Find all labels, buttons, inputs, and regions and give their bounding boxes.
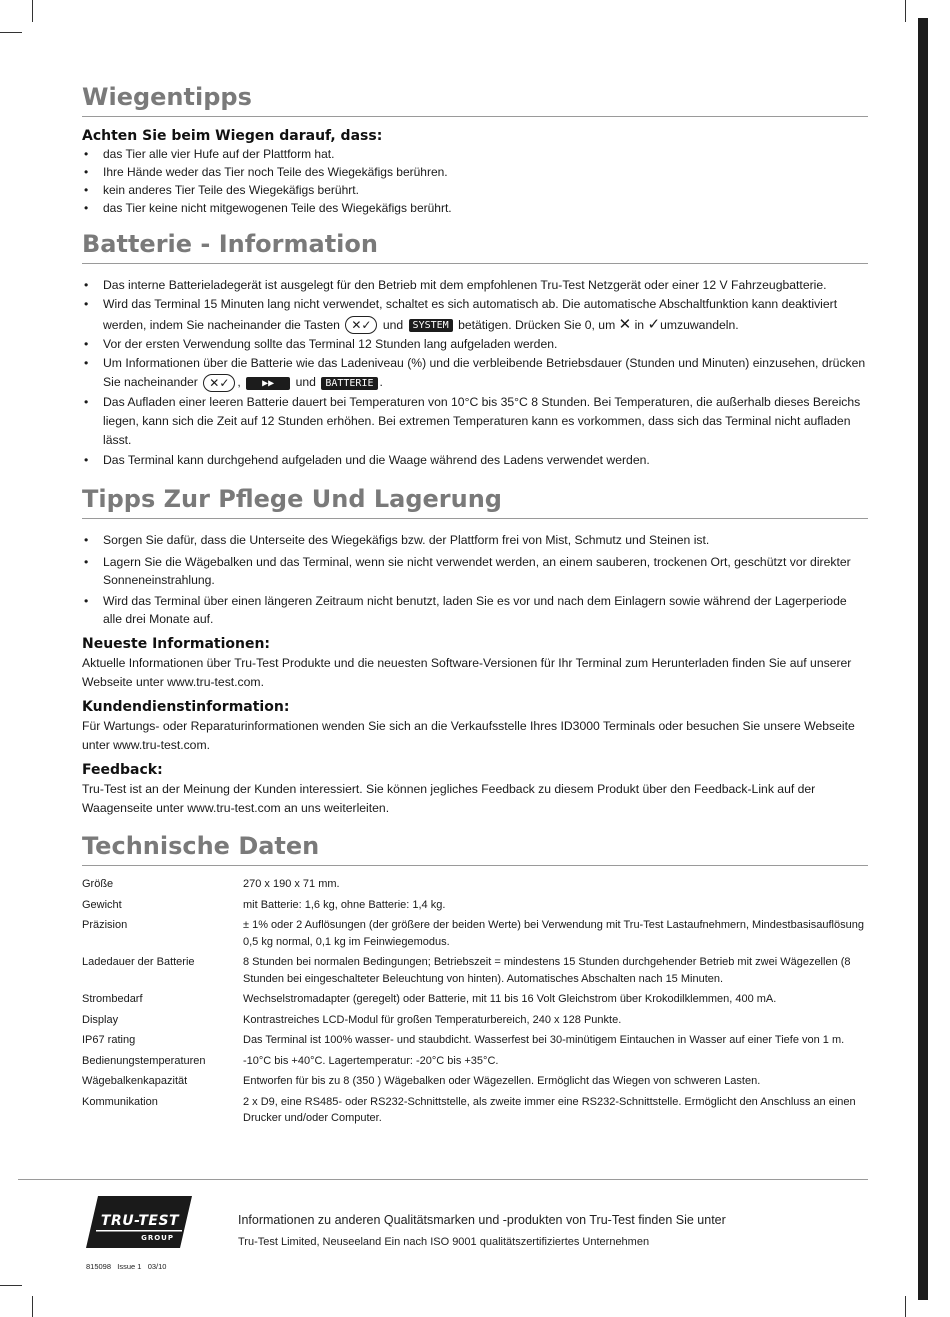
spec-table <box>82 876 868 1131</box>
spec-value: 2 x D9, eine RS485- oder RS232-Schnittstelle, als zweite immer eine RS232-Schnittstelle. Ermöglicht den Anschluss an einen Drucker und/oder Computer. <box>243 1095 856 1125</box>
doc-code: 815098 Issue 1 03/10 <box>86 1262 167 1271</box>
list-item-battery-info <box>82 354 868 393</box>
spec-row <box>82 991 868 1012</box>
crop-mark-top-left-v <box>32 0 33 22</box>
spec-row <box>82 897 868 918</box>
check-icon: ✓ <box>647 315 661 333</box>
spec-label: Ladedauer der Batterie <box>82 956 195 969</box>
battery-key: BATTERIE <box>321 377 377 390</box>
document-body <box>82 80 868 1131</box>
spec-label: Display <box>82 1013 119 1026</box>
spec-value: 8 Stunden bei normalen Bedingungen; Betriebszeit = mindestens 15 Stunden durchgehender Betrieb mit zwei Wägezellen (8 Stunden bei eingeschalteter Beleuchtung von hinten). Automatisches Abschalten nach 15 Minuten. <box>243 956 851 985</box>
cancel-ok-key: ✕✓ <box>345 316 377 334</box>
section-title-technik: Technische Daten <box>82 829 868 866</box>
list-item: • das Tier alle vier Hufe auf der Plattform hat. <box>82 145 868 163</box>
neueste-text: Aktuelle Informationen über Tru-Test Produkte und die neuesten Software-Versionen für Ihr Terminal zum Herunterladen finden Sie auf unserer Webseite unter www.tru-test.com. <box>82 656 852 689</box>
list-item: • kein anderes Tier Teile des Wiegekäfigs berührt. <box>82 181 868 199</box>
list-item: • Lagern Sie die Wägebalken und das Terminal, wenn sie nicht verwendet werden, an einem sauberen, trockenen Ort, geschützt vor direkter Sonneneinstrahlung. <box>82 553 868 589</box>
battinfo-text-c: und <box>295 375 316 390</box>
battinfo-text-b: , <box>237 375 241 390</box>
kunden-text: Für Wartungs- oder Reparaturinformationen wenden Sie sich an die Verkaufsstelle Ihres ID3000 Terminals oder besuchen Sie unsere Webseite unter www.tru-test.com. <box>82 719 855 752</box>
list-item: • Sorgen Sie dafür, dass die Unterseite des Wiegekäfigs bzw. der Plattform frei von Mist, Schmutz und Steinen ist. <box>82 531 868 550</box>
feedback-text: Tru-Test ist an der Meinung der Kunden interessiert. Sie können jegliches Feedback zu diesem Produkt über den Feedback-Link auf der Waagenseite unter www.tru-test.com an uns weiterleiten. <box>82 782 816 815</box>
neueste-head: Neueste Informationen: <box>82 636 271 653</box>
footer-line-2: Tru-Test Limited, Neuseeland Ein nach ISO 9001 qualitätszertifiziertes Unternehmen <box>238 1236 650 1248</box>
logo-subtext: GROUP <box>141 1234 174 1242</box>
list-item: • das Tier keine nicht mitgewogenen Teile des Wiegekäfigs berührt. <box>82 199 868 217</box>
wiegentipps-subhead: Achten Sie beim Wiegen darauf, dass: <box>82 128 383 144</box>
crop-mark-bottom-left-h <box>0 1285 22 1286</box>
forward-key: ▶▶ <box>246 377 290 390</box>
footer-divider <box>18 1179 868 1180</box>
spec-row <box>82 1094 868 1131</box>
batterie-list <box>82 276 868 470</box>
spec-value: 270 x 190 x 71 mm. <box>243 878 340 891</box>
spec-label: Wägebalkenkapazität <box>82 1075 188 1088</box>
spec-value: ± 1% oder 2 Auflösungen (der größere der beiden Werte) bei Verwendung mit Tru-Test Lastaufnehmern, Mindestbasisauflösung 0,5 kg normal, 0,1 kg im Feinwiegemodus. <box>243 919 864 948</box>
list-item: • Ihre Hände weder das Tier noch Teile des Wiegekäfigs berühren. <box>82 163 868 181</box>
tru-test-logo <box>86 1196 192 1248</box>
spec-label: Kommunikation <box>82 1095 158 1108</box>
spec-value: mit Batterie: 1,6 kg, ohne Batterie: 1,4 kg. <box>243 898 446 911</box>
spec-value: Kontrastreiches LCD-Modul für großen Temperaturbereich, 240 x 128 Punkte. <box>243 1013 622 1026</box>
spec-row <box>82 1073 868 1094</box>
autooff-text-c: betätigen. Drücken Sie 0, um <box>458 317 616 332</box>
list-item: • Das interne Batterieladegerät ist ausgelegt für den Betrieb mit dem empfohlenen Tru-Test Netzgerät oder einer 12 V Fahrzeugbatterie. <box>82 276 868 295</box>
autooff-text-a: Wird das Terminal 15 Minuten lang nicht verwendet, schaltet es sich automatisch ab. Die automatische Abschaltfunktion kann deaktiviert werden, indem Sie nacheinander die Tasten <box>103 297 838 332</box>
spec-label: Bedienungstemperaturen <box>82 1054 206 1067</box>
section-title-batterie: Batterie - Information <box>82 227 868 264</box>
crop-mark-top-left-h <box>0 32 22 33</box>
page-edge-bar <box>918 18 928 1300</box>
spec-label: Strombedarf <box>82 993 143 1006</box>
section-title-pflege: Tipps Zur Pflege Und Lagerung <box>82 482 868 519</box>
spec-row <box>82 917 868 954</box>
crop-mark-top-right-v <box>905 0 906 22</box>
list-item: • Das Terminal kann durchgehend aufgeladen und die Waage während des Ladens verwendet werden. <box>82 451 868 470</box>
logo-text: TRU-TEST <box>100 1213 180 1229</box>
spec-row <box>82 1053 868 1074</box>
list-item: • Wird das Terminal über einen längeren Zeitraum nicht benutzt, laden Sie es vor und nach dem Einlagern sowie während der Lagerperiode alle drei Monate auf. <box>82 592 868 628</box>
system-key: SYSTEM <box>409 319 453 332</box>
list-item-autooff <box>82 295 868 335</box>
spec-row <box>82 1012 868 1033</box>
spec-row <box>82 876 868 897</box>
autooff-text-b: und <box>382 317 404 332</box>
battinfo-text-d: . <box>379 375 383 390</box>
spec-row <box>82 1032 868 1053</box>
battinfo-text-a: Um Informationen über die Batterie wie das Ladeniveau (%) und die verbleibende Betriebsdauer (Stunden und Minuten) einzusehen, drücken Sie nacheinander <box>103 356 866 390</box>
spec-row <box>82 954 868 991</box>
cancel-ok-key: ✕✓ <box>203 374 235 392</box>
spec-label: IP67 rating <box>82 1034 136 1047</box>
spec-label: Präzision <box>82 919 128 932</box>
list-item: • Das Aufladen einer leeren Batterie dauert bei Temperaturen von 10°C bis 35°C 8 Stunden. Bei Temperaturen, die außerhalb dieses Bereichs liegen, kann sich die Zeit auf 12 Stunden erhöhen. Bei extremen Temperaturen kann es vorkommen, dass sich das Terminal nicht aufladen lässt. <box>82 393 868 451</box>
wiegentipps-list <box>82 145 868 217</box>
section-title-wiegentipps: Wiegentipps <box>82 80 868 117</box>
crop-mark-bottom-right-v <box>905 1296 906 1317</box>
spec-label: Gewicht <box>82 898 122 911</box>
spec-value: Das Terminal ist 100% wasser- und staubdicht. Wasserfest bei 30-minütigem Eintauchen in Wasser auf einer Tiefe von 1 m. <box>243 1034 845 1047</box>
kunden-head: Kundendienstinformation: <box>82 699 290 716</box>
spec-value: Wechselstromadapter (geregelt) oder Batterie, mit 11 bis 16 Volt Gleichstrom über Krokodilklemmen, 400 mA. <box>243 993 777 1006</box>
autooff-text-e: umzuwandeln. <box>660 317 739 332</box>
spec-label: Größe <box>82 878 114 891</box>
pflege-list <box>82 531 868 628</box>
crop-mark-bottom-left-v <box>32 1296 33 1317</box>
footer-line-1: Informationen zu anderen Qualitätsmarken und -produkten von Tru-Test finden Sie unter <box>238 1213 726 1227</box>
autooff-text-d: in <box>634 317 645 332</box>
cross-icon: ✕ <box>618 315 632 333</box>
feedback-head: Feedback: <box>82 762 163 779</box>
spec-value: -10°C bis +40°C. Lagertemperatur: -20°C bis +35°C. <box>243 1054 499 1067</box>
list-item: • Vor der ersten Verwendung sollte das Terminal 12 Stunden lang aufgeladen werden. <box>82 335 868 354</box>
spec-value: Entworfen für bis zu 8 (350 ) Wägebalken oder Wägezellen. Ermöglicht das Wiegen von schweren Lasten. <box>243 1075 761 1088</box>
